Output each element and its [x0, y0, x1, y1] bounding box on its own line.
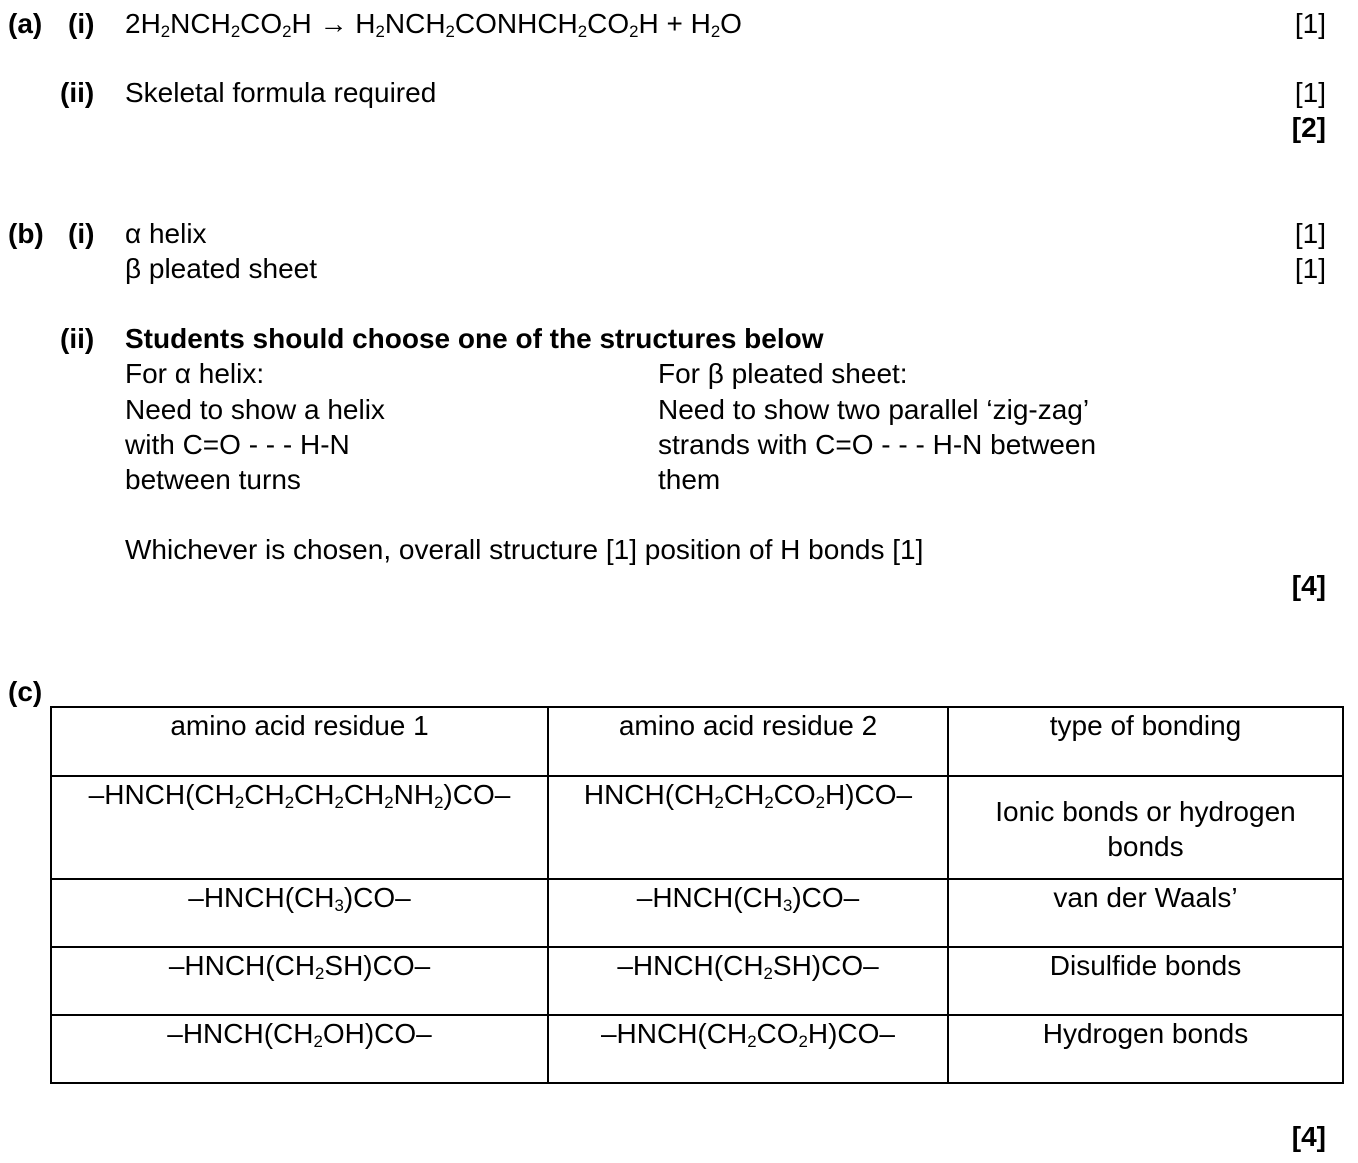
bonding-type-cell: van der Waals’	[948, 879, 1343, 947]
part-b-total: [4]	[1291, 570, 1326, 601]
part-b-i-label: (i)	[68, 218, 95, 249]
part-b-ii-note: Whichever is chosen, overall structure [1] position of H bonds [1]	[125, 534, 924, 565]
header-residue-2: amino acid residue 2	[548, 707, 948, 776]
table-row	[51, 776, 1343, 879]
header-bonding-type: type of bonding	[948, 707, 1343, 776]
part-c-label: (c)	[8, 676, 43, 707]
table-row	[51, 947, 1343, 1015]
beta-sheet-line2: Need to show two parallel ‘zig-zag’	[658, 394, 1090, 425]
residue-1-cell: $-HNCH(CH_2SH)CO-$	[51, 947, 548, 1015]
reaction-arrow-icon: →	[311, 8, 356, 39]
beta-sheet-line4: them	[658, 464, 721, 495]
alpha-helix-line1: For α helix:	[125, 358, 265, 389]
beta-sheet-line1: For β pleated sheet:	[658, 358, 908, 389]
part-a-ii-mark: [1]	[1294, 77, 1326, 108]
bonding-type-cell: Disulfide bonds	[948, 947, 1343, 1015]
part-b-label: (b)	[8, 218, 44, 249]
part-a-i-label: (i)	[68, 8, 95, 39]
part-a-label: (a)	[8, 8, 43, 39]
part-a-ii-text: Skeletal formula required	[125, 77, 437, 108]
residue-1-cell: $-HNCH(CH_2OH)CO-$	[51, 1015, 548, 1083]
table-row	[51, 1015, 1343, 1083]
beta-sheet-line3: strands with C=O - - - H-N between	[658, 429, 1097, 460]
residue-2-cell: $HNCH(CH_2CH_2CO_2H)CO-$	[548, 776, 948, 879]
table-header-row	[51, 707, 1343, 776]
alpha-helix-line4: between turns	[125, 464, 301, 495]
residue-2-cell: $-HNCH(CH_2CO_2H)CO-$	[548, 1015, 948, 1083]
part-b-i-mark2: [1]	[1294, 253, 1326, 284]
residue-2-cell: $-HNCH(CH_2SH)CO-$	[548, 947, 948, 1015]
table-row	[51, 879, 1343, 947]
part-c-total: [4]	[1291, 1121, 1326, 1152]
part-b-ii-label: (ii)	[60, 323, 95, 354]
residue-2-cell: $-HNCH(CH_3)CO-$	[548, 879, 948, 947]
part-b-i-mark1: [1]	[1294, 218, 1326, 249]
residue-1-cell: $-HNCH(CH_3)CO-$	[51, 879, 548, 947]
bonding-table	[50, 706, 1344, 1084]
part-b-ii-heading: Students should choose one of the structures below	[125, 323, 824, 354]
part-a-total: [2]	[1291, 112, 1326, 143]
residue-1-cell: $-HNCH(CH_2CH_2CH_2CH_2NH_2)CO-$	[51, 776, 548, 879]
part-b-i-line1: α helix	[125, 218, 207, 249]
part-a-i-mark: [1]	[1294, 8, 1326, 39]
part-a-ii-label: (ii)	[60, 77, 95, 108]
bonding-type-cell: Hydrogen bonds	[948, 1015, 1343, 1083]
part-a-i-equation: $2H_2NCH_2CO_2H$ → $H_2NCH_2CONHCH_2CO_2H + H_2O$	[125, 8, 742, 42]
header-residue-1: amino acid residue 1	[51, 707, 548, 776]
alpha-helix-line2: Need to show a helix	[125, 394, 385, 425]
alpha-helix-line3: with C=O - - - H-N	[125, 429, 350, 460]
part-b-i-line2: β pleated sheet	[125, 253, 318, 284]
bonding-type-cell: Ionic bonds or hydrogen bonds	[948, 776, 1343, 879]
